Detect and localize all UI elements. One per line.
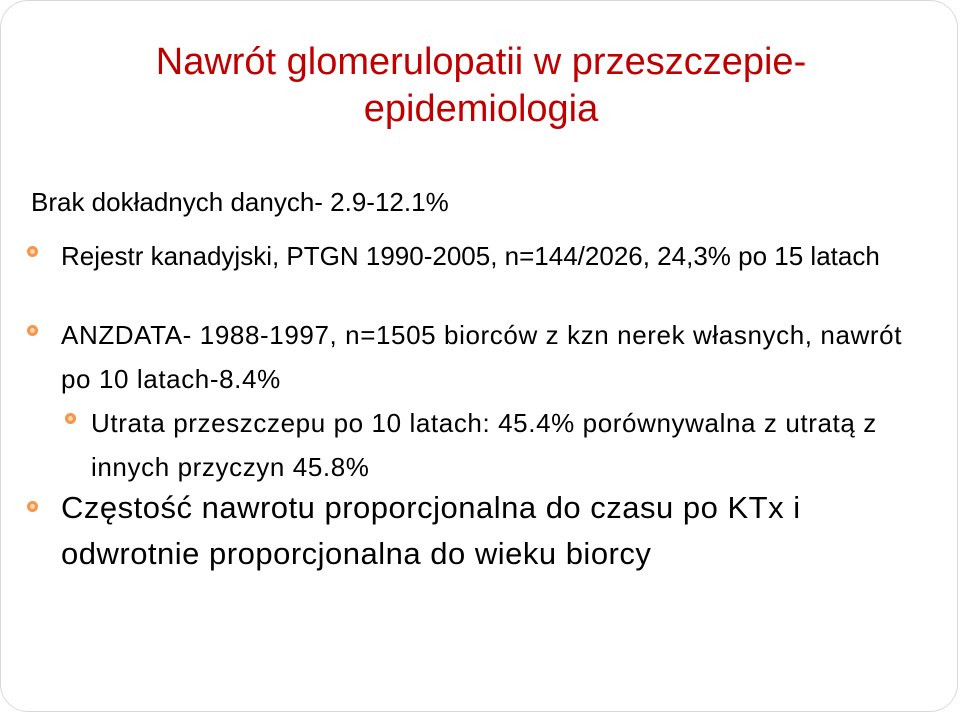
title-line-1: Nawrót glomerulopatii w przeszczepie- xyxy=(155,41,807,83)
sub-bullet-item-graft-loss: Utrata przeszczepu po 10 latach: 45.4% porównywalna z utratą z innych przyczyn 45.8% xyxy=(91,408,877,482)
title-line-2: epidemiologia xyxy=(363,88,599,130)
slide-title xyxy=(1,39,960,133)
sub-bullet-icon xyxy=(65,413,76,424)
bullet-item-canadian-registry: Rejestr kanadyjski, PTGN 1990-2005, n=144/2026, 24,3% po 15 latach xyxy=(61,241,880,271)
bullet-icon xyxy=(27,246,38,257)
intro-text: Brak dokładnych danych- 2.9-12.1% xyxy=(31,187,449,217)
bullet-icon xyxy=(27,325,38,336)
bullet-icon xyxy=(27,501,38,512)
bullet-item-recurrence-frequency: Częstość nawrotu proporcjonalna do czasu po KTx i odwrotnie proporcjonalna do wieku biorcy xyxy=(61,490,801,571)
bullet-item-anzdata: ANZDATA- 1988-1997, n=1505 biorców z kzn nerek własnych, nawrót po 10 latach-8.4% xyxy=(61,320,903,394)
